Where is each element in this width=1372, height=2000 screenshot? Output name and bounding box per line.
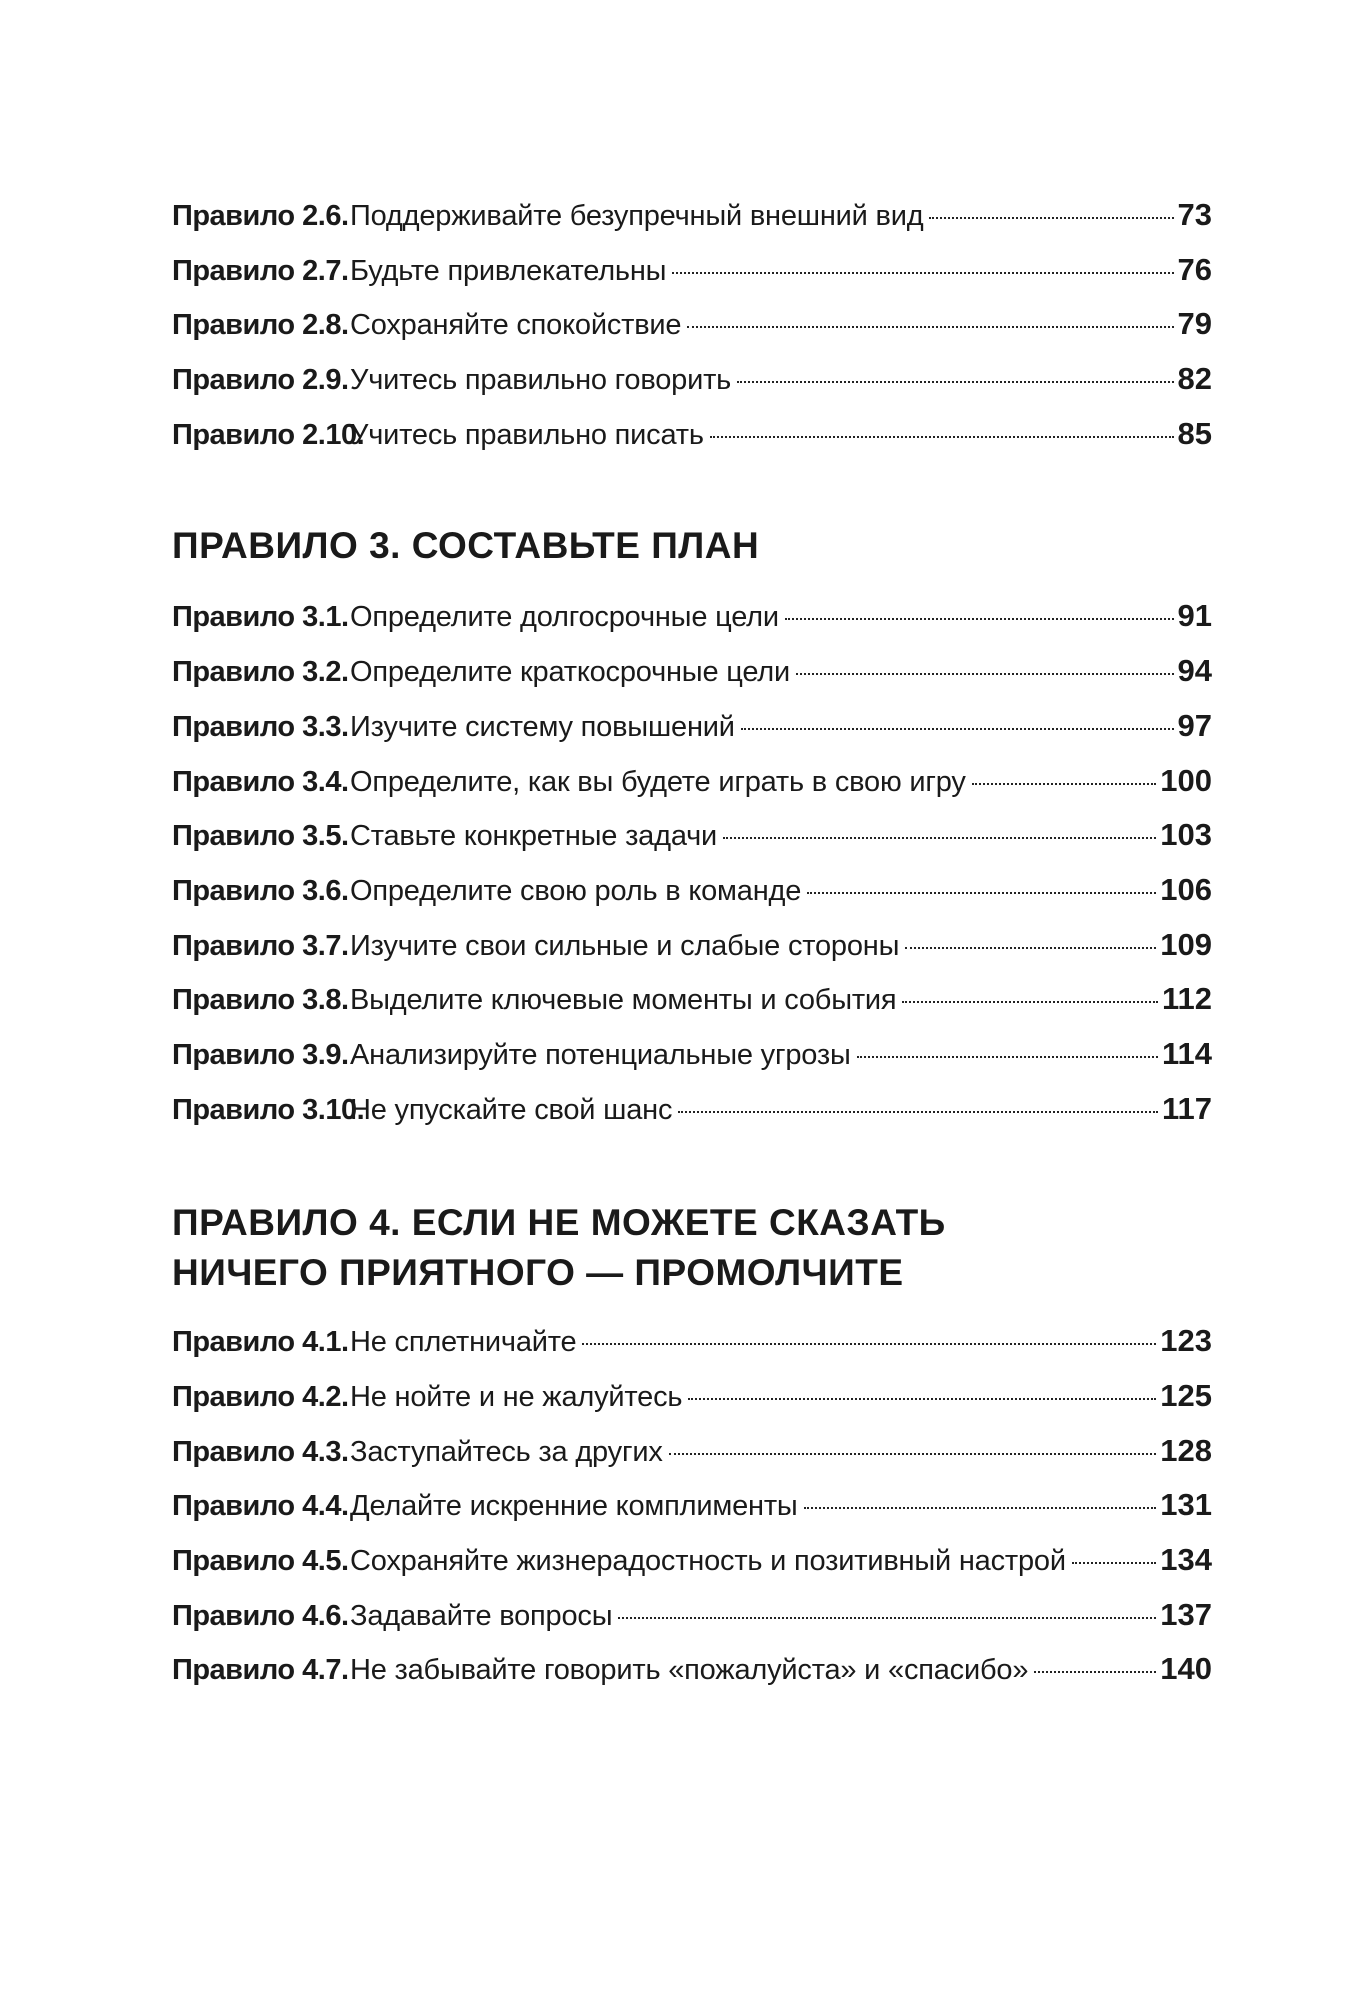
rule-title: Изучите систему повышений [350, 710, 735, 743]
page-number: 73 [1177, 197, 1212, 232]
page-number: 94 [1177, 653, 1212, 689]
rule-title: Поддерживайте безупречный внешний вид [350, 200, 924, 232]
dot-leader [1034, 1671, 1156, 1673]
toc-entry[interactable] [172, 918, 1212, 973]
rule-number: Правило 2.10. [172, 418, 365, 451]
page-number: 82 [1177, 361, 1212, 397]
page-number: 97 [1177, 707, 1212, 743]
section-4-heading-line-1: ПРАВИЛО 4. ЕСЛИ НЕ МОЖЕТЕ СКАЗАТЬ [172, 1202, 946, 1244]
dot-leader [902, 1001, 1158, 1003]
rule-number: Правило 3.2. [172, 656, 349, 689]
page-number: 112 [1161, 981, 1212, 1017]
rule-number: Правило 4.6. [172, 1599, 349, 1632]
rule-title: Заступайтесь за других [350, 1435, 663, 1468]
page-number: 117 [1161, 1090, 1212, 1126]
rule-number: Правило 2.7. [172, 254, 349, 287]
page-number: 125 [1160, 1378, 1212, 1413]
dot-leader [857, 1056, 1158, 1058]
rule-number: Правило 3.3. [172, 710, 349, 743]
rule-title: Определите долгосрочные цели [350, 601, 779, 634]
rule-number: Правило 4.1. [172, 1326, 349, 1359]
rule-title: Сохраняйте жизнерадостность и позитивный настрой [350, 1545, 1066, 1578]
dot-leader [687, 326, 1173, 328]
dot-leader [688, 1398, 1156, 1400]
page-number: 100 [1160, 762, 1212, 798]
dot-leader [669, 1453, 1157, 1455]
rule-number: Правило 4.2. [172, 1381, 349, 1413]
rule-title: Ставьте конкретные задачи [350, 820, 718, 853]
rule-number: Правило 3.9. [172, 1038, 349, 1071]
rule-number: Правило 3.7. [172, 929, 349, 962]
page-number: 109 [1160, 926, 1212, 962]
page-number: 123 [1160, 1323, 1212, 1359]
dot-leader [741, 728, 1174, 730]
toc-entry[interactable] [172, 407, 1212, 462]
rule-number: Правило 4.4. [172, 1490, 349, 1523]
dot-leader [796, 673, 1174, 675]
page-number: 91 [1177, 598, 1212, 634]
rule-number: Правило 3.8. [172, 984, 349, 1017]
page-number: 79 [1177, 306, 1212, 342]
dot-leader [710, 436, 1174, 438]
rule-title: Сохраняйте спокойствие [350, 309, 682, 342]
toc-entry[interactable] [172, 589, 1212, 644]
toc-entry[interactable] [172, 1588, 1212, 1643]
dot-leader [807, 892, 1156, 894]
rule-title: Будьте привлекательны [350, 254, 667, 287]
rule-number: Правило 4.7. [172, 1654, 349, 1687]
rule-title: Не сплетничайте [350, 1326, 577, 1359]
dot-leader [737, 381, 1173, 383]
dot-leader [618, 1617, 1156, 1619]
page-number: 85 [1177, 415, 1212, 451]
dot-leader [582, 1343, 1156, 1345]
section-3-entries [172, 589, 1212, 1136]
section-3-heading: ПРАВИЛО 3. СОСТАВЬТЕ ПЛАН [172, 525, 760, 567]
dot-leader [804, 1507, 1157, 1509]
section-2-entries [172, 188, 1212, 461]
page-number: 140 [1160, 1651, 1212, 1687]
rule-number: Правило 3.5. [172, 820, 349, 853]
table-of-contents [172, 188, 1212, 1697]
page-number: 137 [1160, 1596, 1212, 1632]
page-number: 131 [1160, 1487, 1212, 1523]
rule-number: Правило 3.1. [172, 601, 349, 634]
rule-title: Не забывайте говорить «пожалуйста» и «спасибо» [350, 1654, 1029, 1687]
toc-entry[interactable] [172, 754, 1212, 809]
toc-entry[interactable] [172, 243, 1212, 298]
rule-number: Правило 2.9. [172, 364, 349, 397]
toc-entry[interactable] [172, 808, 1212, 863]
page-number: 76 [1177, 251, 1212, 287]
dot-leader [905, 947, 1156, 949]
dot-leader [929, 217, 1173, 219]
rule-number: Правило 3.10. [172, 1093, 365, 1126]
rule-number: Правило 2.6. [172, 200, 349, 232]
rule-number: Правило 3.4. [172, 765, 349, 798]
toc-entry[interactable] [172, 1369, 1212, 1424]
rule-title: Определите свою роль в команде [350, 874, 802, 907]
toc-entry[interactable] [172, 1533, 1212, 1588]
toc-entry[interactable] [172, 699, 1212, 754]
rule-title: Определите, как вы будете играть в свою игру [350, 765, 966, 798]
rule-number: Правило 3.6. [172, 874, 349, 907]
toc-entry[interactable] [172, 1314, 1212, 1369]
dot-leader [972, 783, 1157, 785]
section-4-heading-line-2: НИЧЕГО ПРИЯТНОГО — ПРОМОЛЧИТЕ [172, 1252, 904, 1294]
toc-entry[interactable] [172, 863, 1212, 918]
rule-number: Правило 4.5. [172, 1545, 349, 1578]
rule-title: Учитесь правильно писать [350, 418, 704, 451]
dot-leader [672, 272, 1173, 274]
rule-title: Выделите ключевые моменты и события [350, 984, 897, 1017]
dot-leader [785, 618, 1174, 620]
page-number: 106 [1160, 871, 1212, 907]
toc-entry[interactable] [172, 1478, 1212, 1533]
dot-leader [723, 837, 1156, 839]
page-number: 128 [1160, 1432, 1212, 1468]
toc-entry[interactable] [172, 1027, 1212, 1082]
toc-entry[interactable] [172, 297, 1212, 352]
section-4-entries [172, 1314, 1212, 1697]
rule-title: Определите краткосрочные цели [350, 656, 791, 689]
page-number: 114 [1161, 1035, 1212, 1071]
toc-entry[interactable] [172, 644, 1212, 699]
rule-title: Делайте искренние комплименты [350, 1490, 798, 1523]
dot-leader [1072, 1562, 1156, 1564]
rule-title: Не нойте и не жалуйтесь [350, 1381, 683, 1413]
toc-entry[interactable] [172, 188, 1212, 243]
toc-entry[interactable] [172, 1082, 1212, 1137]
toc-entry[interactable] [172, 1424, 1212, 1479]
toc-entry[interactable] [172, 1642, 1212, 1697]
dot-leader [678, 1111, 1158, 1113]
rule-title: Не упускайте свой шанс [350, 1093, 673, 1126]
toc-entry[interactable] [172, 352, 1212, 407]
rule-title: Задавайте вопросы [350, 1599, 613, 1632]
rule-title: Учитесь правильно говорить [350, 364, 732, 397]
rule-number: Правило 2.8. [172, 309, 349, 342]
toc-entry[interactable] [172, 972, 1212, 1027]
rule-number: Правило 4.3. [172, 1435, 349, 1468]
rule-title: Изучите свои сильные и слабые стороны [350, 929, 900, 962]
rule-title: Анализируйте потенциальные угрозы [350, 1038, 851, 1071]
page-number: 103 [1160, 817, 1212, 853]
page-number: 134 [1160, 1542, 1212, 1578]
section-4-heading [172, 1198, 1212, 1298]
